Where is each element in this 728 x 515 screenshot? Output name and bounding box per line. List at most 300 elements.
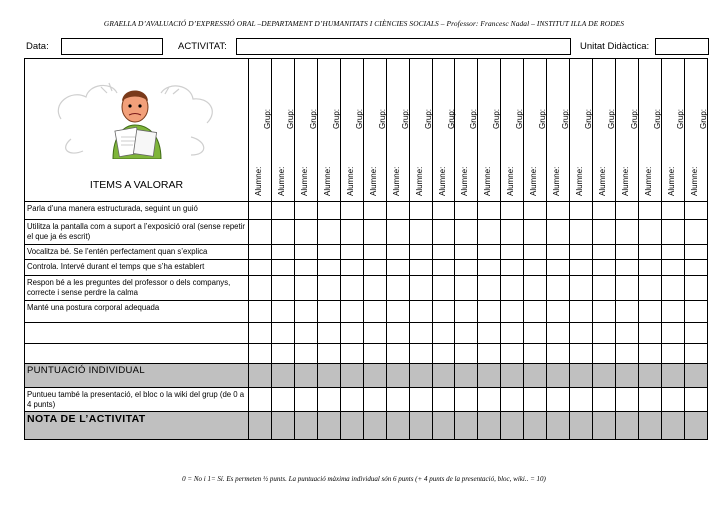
alumne-label: Alumne:: [414, 166, 424, 196]
alumne-label: Alumne:: [460, 166, 470, 196]
score-cell[interactable]: [432, 344, 455, 364]
score-cell[interactable]: [249, 245, 272, 260]
score-cell[interactable]: [432, 245, 455, 260]
score-cell[interactable]: [593, 412, 616, 440]
student-column-header: [593, 59, 616, 202]
score-cell[interactable]: [570, 323, 593, 344]
score-cell[interactable]: [249, 323, 272, 344]
score-cell[interactable]: [363, 412, 386, 440]
criterion-row: [25, 220, 708, 245]
score-cell[interactable]: [638, 276, 661, 301]
grup-label: Grup:: [630, 108, 639, 129]
score-cell[interactable]: [409, 276, 432, 301]
score-cell[interactable]: [409, 260, 432, 276]
score-cell[interactable]: [478, 388, 501, 412]
score-cell[interactable]: [570, 388, 593, 412]
score-cell[interactable]: [661, 245, 684, 260]
score-cell[interactable]: [363, 220, 386, 245]
score-cell[interactable]: [684, 301, 707, 323]
score-cell[interactable]: [317, 344, 340, 364]
score-cell[interactable]: [249, 202, 272, 220]
score-cell[interactable]: [593, 260, 616, 276]
student-column-header: [409, 59, 432, 202]
score-cell[interactable]: [570, 364, 593, 388]
score-cell[interactable]: [684, 276, 707, 301]
alumne-label: Alumne:: [368, 166, 378, 196]
grup-label: Grup:: [492, 108, 502, 129]
score-cell[interactable]: [432, 202, 455, 220]
score-cell[interactable]: [386, 260, 409, 276]
score-cell[interactable]: [570, 412, 593, 440]
score-cell[interactable]: [317, 202, 340, 220]
criterion-label: Utilitza la pantalla com a suport a l’exposició oral (sense repetir el que ja és escrit): [25, 220, 249, 245]
score-cell[interactable]: [593, 245, 616, 260]
score-cell[interactable]: [294, 388, 317, 412]
student-column-header: [524, 59, 547, 202]
score-cell[interactable]: [501, 301, 524, 323]
score-cell[interactable]: [386, 276, 409, 301]
score-cell[interactable]: [501, 202, 524, 220]
score-cell[interactable]: [249, 412, 272, 440]
score-cell[interactable]: [593, 364, 616, 388]
score-cell[interactable]: [363, 260, 386, 276]
score-cell[interactable]: [570, 276, 593, 301]
grup-label: Grup:: [469, 108, 479, 129]
score-cell[interactable]: [340, 202, 363, 220]
score-cell[interactable]: [547, 344, 570, 364]
score-cell[interactable]: [661, 260, 684, 276]
alumne-label: Alumne:: [575, 166, 585, 196]
score-cell[interactable]: [249, 276, 272, 301]
score-cell[interactable]: [593, 220, 616, 245]
score-cell[interactable]: [294, 220, 317, 245]
score-cell[interactable]: [409, 301, 432, 323]
score-cell[interactable]: [386, 202, 409, 220]
score-cell[interactable]: [501, 364, 524, 388]
score-cell[interactable]: [478, 364, 501, 388]
score-cell[interactable]: [386, 220, 409, 245]
student-column-header: [455, 59, 478, 202]
score-cell[interactable]: [409, 323, 432, 344]
grup-label: Grup:: [538, 108, 548, 129]
score-cell[interactable]: [570, 301, 593, 323]
score-cell[interactable]: [317, 412, 340, 440]
score-cell[interactable]: [638, 202, 661, 220]
grup-label: Grup:: [561, 108, 571, 129]
score-cell[interactable]: [638, 412, 661, 440]
score-cell[interactable]: [294, 412, 317, 440]
score-cell[interactable]: [501, 344, 524, 364]
score-cell[interactable]: [363, 344, 386, 364]
score-cell[interactable]: [661, 202, 684, 220]
score-cell[interactable]: [524, 202, 547, 220]
score-cell[interactable]: [524, 323, 547, 344]
grup-label: Grup:: [446, 108, 456, 129]
score-cell[interactable]: [616, 245, 639, 260]
score-cell[interactable]: [547, 364, 570, 388]
score-cell[interactable]: [638, 220, 661, 245]
score-cell[interactable]: [478, 301, 501, 323]
criterion-label: Parla d’una manera estructurada, seguint un guió: [25, 202, 249, 220]
grup-label: Grup:: [607, 108, 617, 129]
score-cell[interactable]: [501, 323, 524, 344]
score-cell[interactable]: [432, 388, 455, 412]
score-cell[interactable]: [684, 202, 707, 220]
score-cell[interactable]: [409, 220, 432, 245]
score-cell[interactable]: [386, 364, 409, 388]
student-column-header: [661, 59, 684, 202]
score-cell[interactable]: [432, 276, 455, 301]
student-column-header: [386, 59, 409, 202]
scoring-note: 0 = No i 1= Sí. Es permeten ½ punts. La puntuació màxima individual són 6 punts (+ 4 punts de la presentació, bloc, wiki.. = 10): [182, 475, 546, 483]
score-cell[interactable]: [524, 276, 547, 301]
score-cell[interactable]: [363, 301, 386, 323]
grup-label: Grup:: [675, 108, 685, 129]
score-cell[interactable]: [524, 220, 547, 245]
score-cell[interactable]: [661, 301, 684, 323]
score-cell[interactable]: [547, 202, 570, 220]
criterion-row: [25, 245, 708, 260]
score-cell[interactable]: [501, 412, 524, 440]
score-cell[interactable]: [271, 364, 294, 388]
score-cell[interactable]: [271, 276, 294, 301]
grup-label: Grup:: [515, 108, 525, 129]
score-cell[interactable]: [547, 276, 570, 301]
score-cell[interactable]: [340, 412, 363, 440]
score-cell[interactable]: [432, 220, 455, 245]
score-cell[interactable]: [593, 276, 616, 301]
score-cell[interactable]: [570, 260, 593, 276]
score-cell[interactable]: [478, 276, 501, 301]
alumne-label: Alumne:: [276, 166, 286, 196]
score-cell[interactable]: [524, 364, 547, 388]
score-cell[interactable]: [249, 344, 272, 364]
score-cell[interactable]: [684, 412, 707, 440]
score-cell[interactable]: [455, 220, 478, 245]
criterion-row: [25, 301, 708, 323]
score-cell[interactable]: [455, 412, 478, 440]
score-cell[interactable]: [547, 220, 570, 245]
score-cell[interactable]: [547, 412, 570, 440]
score-cell[interactable]: [455, 260, 478, 276]
presentation-score-row: [25, 388, 708, 412]
score-cell[interactable]: [638, 245, 661, 260]
items-title: ITEMS A VALORAR: [89, 179, 184, 191]
score-cell[interactable]: [340, 323, 363, 344]
score-cell[interactable]: [432, 323, 455, 344]
grup-label: Grup:: [423, 108, 433, 129]
score-cell[interactable]: [524, 245, 547, 260]
student-column-header: [501, 59, 524, 202]
score-cell[interactable]: [271, 388, 294, 412]
score-cell[interactable]: [317, 245, 340, 260]
score-cell[interactable]: [593, 323, 616, 344]
score-cell[interactable]: [616, 220, 639, 245]
score-cell[interactable]: [661, 276, 684, 301]
score-cell[interactable]: [638, 323, 661, 344]
alumne-label: Alumne:: [254, 166, 263, 196]
score-cell[interactable]: [478, 260, 501, 276]
score-cell[interactable]: [271, 202, 294, 220]
date-label: Data:: [26, 41, 49, 52]
student-column-header: [317, 59, 340, 202]
score-cell[interactable]: [661, 364, 684, 388]
score-cell[interactable]: [271, 260, 294, 276]
score-cell[interactable]: [593, 344, 616, 364]
score-cell[interactable]: [501, 388, 524, 412]
score-cell[interactable]: [363, 364, 386, 388]
score-cell[interactable]: [638, 388, 661, 412]
activity-label: ACTIVITAT:: [178, 41, 227, 52]
date-field[interactable]: [61, 38, 163, 55]
score-cell[interactable]: [317, 364, 340, 388]
form-title: GRAELLA D’AVALUACIÓ D’EXPRESSIÓ ORAL –DEPARTAMENT D’HUMANITATS I CIÈNCIES SOCIALS – Professor: Francesc Nadal – INSTITUT ILLA DE RODES: [103, 19, 625, 28]
student-column-header: [638, 59, 661, 202]
score-cell[interactable]: [638, 260, 661, 276]
score-cell[interactable]: [638, 301, 661, 323]
alumne-label: Alumne:: [643, 166, 653, 196]
score-cell[interactable]: [340, 276, 363, 301]
score-cell[interactable]: [524, 344, 547, 364]
score-cell[interactable]: [249, 388, 272, 412]
score-cell[interactable]: [386, 245, 409, 260]
score-cell[interactable]: [340, 245, 363, 260]
score-cell[interactable]: [317, 301, 340, 323]
score-cell[interactable]: [363, 323, 386, 344]
criterion-label: PUNTUACIÓ INDIVIDUAL: [25, 364, 249, 388]
score-cell[interactable]: [593, 202, 616, 220]
score-cell[interactable]: [684, 220, 707, 245]
score-cell[interactable]: [409, 202, 432, 220]
student-column-header: [294, 59, 317, 202]
score-cell[interactable]: [432, 301, 455, 323]
score-cell[interactable]: [616, 202, 639, 220]
score-cell[interactable]: [570, 344, 593, 364]
grup-label: Grup:: [308, 108, 318, 129]
score-cell[interactable]: [684, 344, 707, 364]
student-column-header: [478, 59, 501, 202]
score-cell[interactable]: [570, 202, 593, 220]
score-cell[interactable]: [455, 323, 478, 344]
score-cell[interactable]: [271, 220, 294, 245]
score-cell[interactable]: [249, 260, 272, 276]
score-cell[interactable]: [616, 323, 639, 344]
score-cell[interactable]: [386, 388, 409, 412]
score-cell[interactable]: [455, 344, 478, 364]
grup-label: Grup:: [354, 108, 364, 129]
score-cell[interactable]: [409, 388, 432, 412]
score-cell[interactable]: [570, 245, 593, 260]
score-cell[interactable]: [524, 260, 547, 276]
score-cell[interactable]: [616, 388, 639, 412]
score-cell[interactable]: [455, 202, 478, 220]
score-cell[interactable]: [661, 323, 684, 344]
student-column-header: [616, 59, 639, 202]
alumne-label: Alumne:: [483, 166, 493, 196]
score-cell[interactable]: [363, 245, 386, 260]
alumne-label: Alumne:: [437, 166, 447, 196]
score-cell[interactable]: [386, 344, 409, 364]
score-cell[interactable]: [524, 412, 547, 440]
score-cell[interactable]: [638, 364, 661, 388]
score-cell[interactable]: [616, 412, 639, 440]
score-cell[interactable]: [409, 364, 432, 388]
score-cell[interactable]: [317, 388, 340, 412]
alumne-label: Alumne:: [621, 166, 630, 196]
grup-label: Grup:: [584, 108, 594, 129]
score-cell[interactable]: [455, 301, 478, 323]
person-with-papers-illustration: [51, 79, 221, 159]
score-cell[interactable]: [294, 301, 317, 323]
score-cell[interactable]: [317, 323, 340, 344]
score-cell[interactable]: [684, 260, 707, 276]
score-cell[interactable]: [317, 220, 340, 245]
score-cell[interactable]: [271, 344, 294, 364]
criterion-label: Vocalitza bé. Se l’entén perfectament quan s’explica: [25, 245, 249, 260]
score-cell[interactable]: [340, 220, 363, 245]
score-cell[interactable]: [455, 276, 478, 301]
score-cell[interactable]: [409, 245, 432, 260]
student-column-header: [249, 59, 272, 202]
score-cell[interactable]: [501, 276, 524, 301]
score-cell[interactable]: [478, 245, 501, 260]
score-cell[interactable]: [478, 220, 501, 245]
criterion-label: Puntueu també la presentació, el bloc o la wiki del grup (de 0 a 4 punts): [25, 388, 249, 412]
alumne-label: Alumne:: [391, 166, 401, 196]
score-cell[interactable]: [455, 388, 478, 412]
score-cell[interactable]: [661, 344, 684, 364]
criterion-row: [25, 202, 708, 220]
score-cell[interactable]: [616, 364, 639, 388]
student-column-header: [432, 59, 455, 202]
score-cell[interactable]: [409, 344, 432, 364]
student-column-header: [547, 59, 570, 202]
score-cell[interactable]: [386, 412, 409, 440]
alumne-label: Alumne:: [689, 166, 699, 196]
score-cell[interactable]: [317, 260, 340, 276]
score-cell[interactable]: [386, 301, 409, 323]
score-cell[interactable]: [340, 364, 363, 388]
student-column-header: [340, 59, 363, 202]
score-cell[interactable]: [661, 220, 684, 245]
score-cell[interactable]: [616, 260, 639, 276]
score-cell[interactable]: [455, 245, 478, 260]
score-cell[interactable]: [616, 344, 639, 364]
score-cell[interactable]: [363, 202, 386, 220]
score-cell[interactable]: [294, 323, 317, 344]
score-cell[interactable]: [271, 245, 294, 260]
alumne-label: Alumne:: [666, 166, 676, 196]
score-cell[interactable]: [363, 388, 386, 412]
score-cell[interactable]: [524, 301, 547, 323]
items-header-cell: [25, 59, 249, 202]
score-cell[interactable]: [455, 364, 478, 388]
grup-label: Grup:: [285, 108, 295, 129]
score-cell[interactable]: [409, 412, 432, 440]
score-cell[interactable]: [340, 260, 363, 276]
score-cell[interactable]: [547, 388, 570, 412]
student-column-header: [684, 59, 707, 202]
score-cell[interactable]: [271, 323, 294, 344]
score-cell[interactable]: [684, 323, 707, 344]
score-cell[interactable]: [501, 220, 524, 245]
evaluation-grid: [24, 58, 708, 440]
score-cell[interactable]: [478, 344, 501, 364]
activity-field[interactable]: [236, 38, 571, 55]
score-cell[interactable]: [294, 276, 317, 301]
criterion-label: Controla. Intervé durant el temps que s’ha establert: [25, 260, 249, 276]
score-cell[interactable]: [661, 412, 684, 440]
score-cell[interactable]: [684, 364, 707, 388]
score-cell[interactable]: [478, 323, 501, 344]
score-cell[interactable]: [684, 245, 707, 260]
score-cell[interactable]: [432, 260, 455, 276]
score-cell[interactable]: [294, 344, 317, 364]
score-cell[interactable]: [616, 276, 639, 301]
criterion-label: Respon bé a les preguntes del professor o dels companys, correcte i sense perdre la calma: [25, 276, 249, 301]
score-cell[interactable]: [547, 245, 570, 260]
score-cell[interactable]: [294, 245, 317, 260]
score-cell[interactable]: [501, 260, 524, 276]
score-cell[interactable]: [363, 276, 386, 301]
score-cell[interactable]: [271, 301, 294, 323]
grup-label: Grup:: [377, 108, 387, 129]
alumne-label: Alumne:: [529, 166, 539, 196]
criterion-row: [25, 344, 708, 364]
score-cell[interactable]: [570, 220, 593, 245]
score-cell[interactable]: [547, 323, 570, 344]
score-cell[interactable]: [547, 260, 570, 276]
score-cell[interactable]: [478, 412, 501, 440]
score-cell[interactable]: [524, 388, 547, 412]
score-cell[interactable]: [432, 412, 455, 440]
score-cell[interactable]: [249, 364, 272, 388]
score-cell[interactable]: [294, 260, 317, 276]
unit-field[interactable]: [655, 38, 709, 55]
alumne-label: Alumne:: [299, 166, 309, 196]
alumne-label: Alumne:: [322, 166, 332, 196]
score-cell[interactable]: [593, 388, 616, 412]
score-cell[interactable]: [386, 323, 409, 344]
score-cell[interactable]: [271, 412, 294, 440]
unit-label: Unitat Didàctica:: [580, 41, 650, 52]
score-cell[interactable]: [294, 364, 317, 388]
individual-score-row: [25, 364, 708, 388]
criterion-label: [25, 344, 249, 364]
grup-label: Grup:: [331, 108, 341, 129]
score-cell[interactable]: [501, 245, 524, 260]
criterion-row: [25, 323, 708, 344]
score-cell[interactable]: [294, 202, 317, 220]
student-column-header: [363, 59, 386, 202]
score-cell[interactable]: [340, 344, 363, 364]
score-cell[interactable]: [317, 276, 340, 301]
activity-grade-row: [25, 412, 708, 440]
score-cell[interactable]: [340, 301, 363, 323]
score-cell[interactable]: [249, 220, 272, 245]
score-cell[interactable]: [478, 202, 501, 220]
score-cell[interactable]: [684, 388, 707, 412]
score-cell[interactable]: [547, 301, 570, 323]
score-cell[interactable]: [616, 301, 639, 323]
score-cell[interactable]: [593, 301, 616, 323]
score-cell[interactable]: [432, 364, 455, 388]
score-cell[interactable]: [249, 301, 272, 323]
criterion-row: [25, 276, 708, 301]
score-cell[interactable]: [661, 388, 684, 412]
score-cell[interactable]: [340, 388, 363, 412]
score-cell[interactable]: [638, 344, 661, 364]
